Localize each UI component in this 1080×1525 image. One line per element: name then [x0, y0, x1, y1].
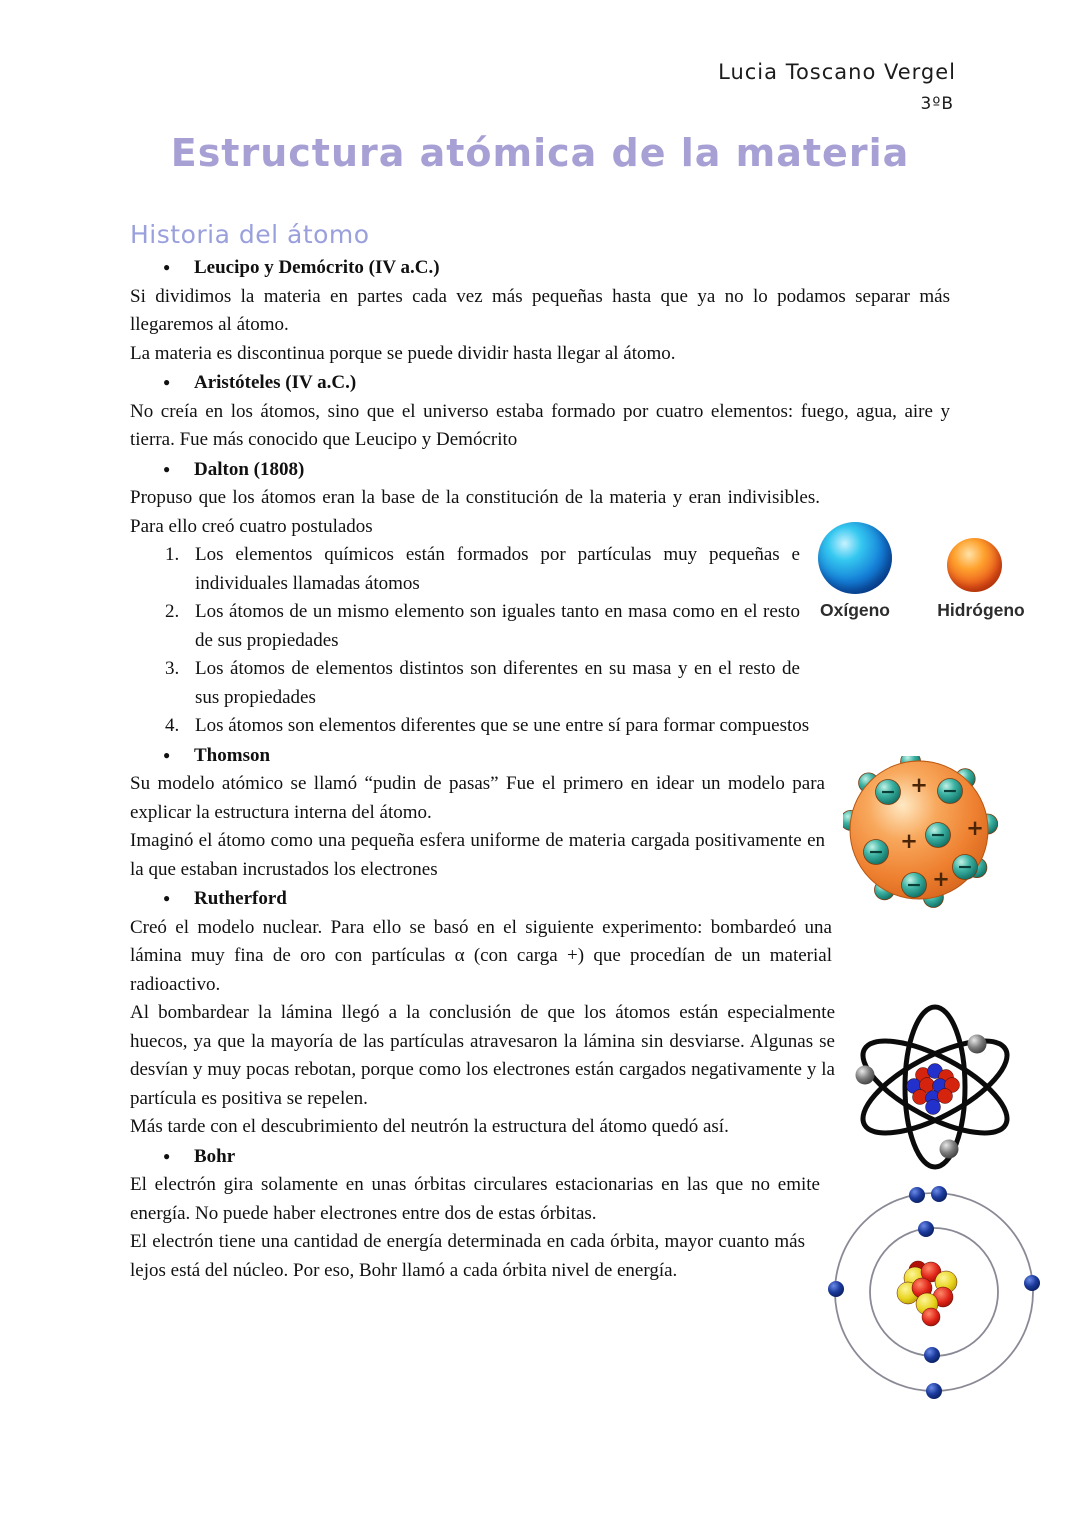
bullet-label: Dalton (1808) — [194, 458, 305, 480]
list-number: 1. — [165, 544, 180, 565]
paragraph-leucipo-1: Si dividimos la materia en partes cada vez más pequeñas hasta que ya no lo podamos separar más llegaremos al átomo. — [130, 285, 950, 335]
list-number: 4. — [165, 715, 180, 736]
paragraph-bohr-1: El electrón gira solamente en unas órbitas circulares estacionarias en las que no emite energía. No puede haber electrones entre dos de estas órbitas. — [130, 1174, 820, 1224]
bullet-rutherford — [130, 884, 950, 914]
bullet-bohr — [130, 1142, 950, 1172]
bullet-aristoteles — [130, 368, 950, 398]
bullet-label: Rutherford — [194, 888, 287, 909]
bullet-leucipo — [130, 253, 950, 283]
list-item — [165, 655, 950, 712]
list-item — [165, 598, 950, 655]
bullet-label: Thomson — [194, 744, 271, 766]
bullet-dalton — [130, 455, 950, 485]
bullet-dot-icon: ● — [163, 747, 171, 762]
hydrogen-atom-sphere-icon — [947, 538, 1002, 592]
svg-text:−: − — [957, 856, 973, 878]
paragraph-aristoteles-1: No creía en los átomos, sino que el universo estaba formado por cuatro elementos: fuego, agua, aire y tierra. Fue más conocido que Leucipo y Demócrito — [130, 400, 950, 450]
svg-text:+: + — [910, 773, 928, 797]
paragraph-dalton-1: Propuso que los átomos eran la base de la constitución de la materia y eran indivisibles. Para ello creó cuatro postulados — [130, 487, 820, 537]
bullet-label: Leucipo y Demócrito (IV a.C.) — [194, 257, 440, 278]
svg-text:+: + — [932, 867, 950, 891]
svg-text:−: − — [930, 824, 946, 846]
svg-text:−: − — [880, 781, 896, 803]
svg-text:−: − — [906, 874, 922, 896]
list-number: 2. — [165, 601, 180, 622]
paragraph-thomson-2: Imaginó el átomo como una pequeña esfera uniforme de materia cargada positivamente en la que estaban incrustados los electrones — [130, 830, 825, 880]
bullet-dot-icon: ● — [163, 375, 171, 389]
section-heading: Historia del átomo — [130, 220, 370, 249]
bullet-thomson — [130, 741, 950, 771]
svg-text:+: + — [966, 816, 984, 840]
header-author: Lucia Toscano Vergel — [718, 60, 956, 84]
list-number: 3. — [165, 658, 180, 679]
list-item-text: Los átomos de un mismo elemento son iguales tanto en masa como en el resto de sus propiedades — [195, 601, 800, 651]
list-item — [165, 712, 950, 741]
bullet-label: Bohr — [194, 1145, 236, 1167]
bullet-dot-icon: ● — [163, 461, 171, 476]
paragraph-text: Creó el modelo nuclear. Para ello se basó en el siguiente experimento: bombardeó una lámina muy fina de oro con partículas α (con carga +) que procedían de un material radioactivo. — [130, 916, 832, 995]
oxygen-label: Oxígeno — [819, 600, 890, 620]
header-class-group: 3ºB — [920, 94, 954, 114]
svg-text:−: − — [868, 841, 884, 863]
svg-text:+: + — [900, 829, 918, 853]
wrap-spacer — [832, 914, 950, 944]
paragraph-rutherford-1 — [130, 914, 950, 1000]
bullet-dot-icon: ● — [163, 1148, 171, 1163]
bullet-label: Aristóteles (IV a.C.) — [194, 372, 357, 393]
paragraph-leucipo-2: La materia es discontinua porque se puede dividir hasta llegar al átomo. — [130, 342, 676, 364]
hydrogen-label: Hidrógeno — [937, 600, 1025, 620]
list-item-text: Los átomos son elementos diferentes que se une entre sí para formar compuestos — [195, 715, 810, 736]
list-item — [165, 541, 950, 598]
paragraph-thomson-1: Su modelo atómico se llamó “pudin de pasas” Fue el primero en idear un modelo para explicar la estructura interna del átomo. — [130, 773, 825, 823]
list-item-text: Los átomos de elementos distintos son diferentes en su masa y en el resto de sus propiedades — [195, 658, 800, 708]
bullet-dot-icon: ● — [163, 260, 171, 274]
paragraph-rutherford-2: Al bombardear la lámina llegó a la conclusión de que los átomos están especialmente huecos, ya que la mayoría de las partículas atravesaron la lámina sin desviarse. Algunas se desvían y muy pocas rebotan, porque como los electrones están cargados negativamente y la partícula es positiva se repelen. — [130, 1002, 835, 1109]
svg-text:−: − — [942, 780, 958, 802]
paragraph-bohr-2: El electrón tiene una cantidad de energía determinada en cada órbita, mayor cuanto más lejos está del núcleo. Por eso, Bohr llamó a cada órbita nivel de energía. — [130, 1231, 805, 1281]
bullet-dot-icon: ● — [163, 891, 171, 905]
paragraph-rutherford-3: Más tarde con el descubrimiento del neutrón la estructura del átomo quedó así. — [130, 1116, 729, 1137]
page-title: Estructura atómica de la materia — [170, 131, 910, 175]
list-item-text: Los elementos químicos están formados por partículas muy pequeñas e individuales llamadas átomos — [195, 544, 800, 594]
document-body — [130, 253, 950, 1285]
